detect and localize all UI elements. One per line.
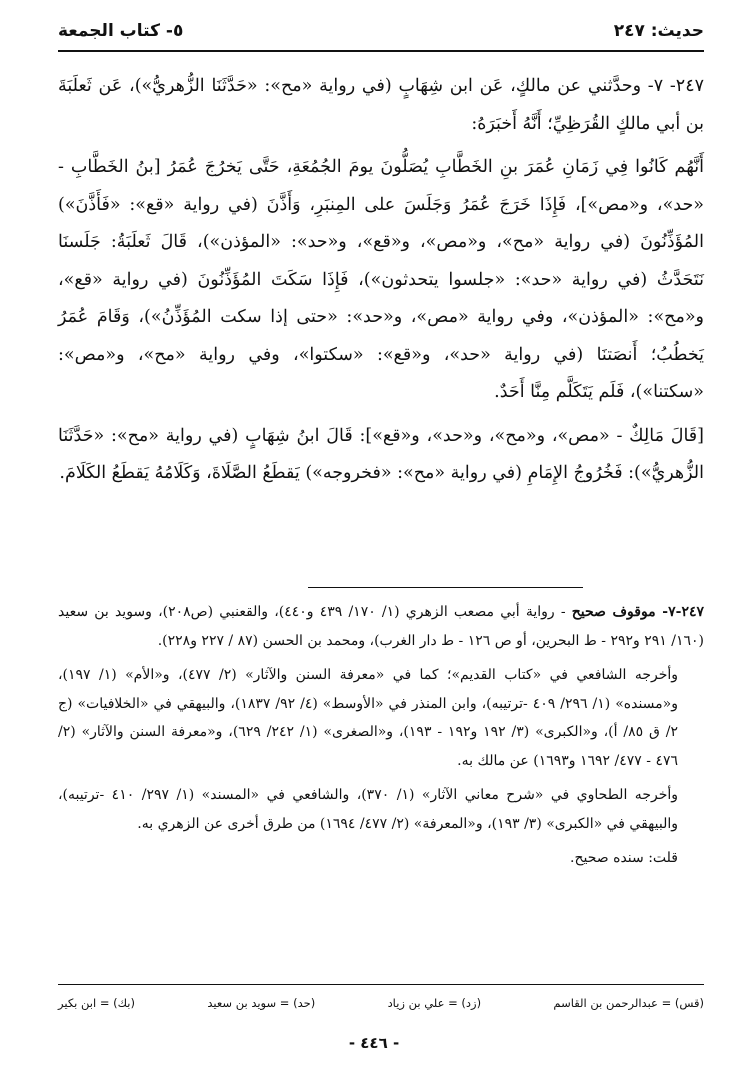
hadith-text [58,68,704,493]
hadith-matn: أَنَّهُم كَانُوا فِي زَمَانِ عُمَرَ بنِ الخَطَّابِ يُصَلُّونَ يومَ الجُمُعَةِ، حَتَّى يَخرُجَ عُمَرُ [بنُ الخَطَّابِ - «حد»، و«مص»]، فَإِذَا خَرَجَ عُمَرُ وَجَلَسَ على المِنبَرِ، وَأَذَّنَ (في رواية «قع»: «فَأَذَّنَ») المُؤَذِّنُونَ (في رواية «مح»، و«مص»، و«قع»، و«حد»: «المؤذن»)، قَالَ ثَعلَبَةُ: جَلَسنَا نَتَحَدَّثُ (في رواية «حد»: «جلسوا يتحدثون»)، فَإِذَا سَكَتَ المُؤَذِّنُونَ (في رواية «قع»، و«مح»: «المؤذن»، وفي رواية «مص»، و«حد»: «حتى إذا سكت المُؤَذِّنُ»)، وَقَامَ عُمَرُ يَخطُبُ؛ أَنصَتنَا (في رواية «حد»، و«قع»: «سكتوا»، وفي رواية «مح»، و«مص»: «سكتنا»)، فَلَم يَتَكَلَّم مِنَّا أَحَدٌ. [58,157,704,402]
note-grading [58,598,704,655]
grading-sources: - رواية أبي مصعب الزهري (١/ ١٧٠/ ٤٣٩ و٤٤٠)، والقعنبي (ص٢٠٨)، وسويد بن سعيد (١٦٠/ ٢٩١ و٢٩٢ - ط البحرين، أو ص ١٢٦ - ط دار الغرب)، ومحمد بن الحسن (٨٧ / ٢٢٧ و٢٢٨). [58,604,704,649]
takhrij-notes [58,598,704,873]
running-header [58,14,704,48]
hadith-addendum: [قَالَ مَالِكٌ - «مص»، و«مح»، و«حد»، و«قع»]: قَالَ ابنُ شِهَابٍ (في رواية «مح»: «حَدَّثَنَا الزُّهريُّ»): فَخُرُوجُ الإِمَامِ (في رواية «مح»: «فخروجه») يَقطَعُ الصَّلَاةَ، وَكَلَامُهُ يَقطَعُ الكَلَامَ. [58,425,704,483]
note-verdict: قلت: سنده صحيح. [570,850,678,866]
header-rule [58,50,704,52]
abbreviation-item: (قس) = عبدالرحمن بن القاسم [553,996,704,1010]
footnote-separator [308,587,583,588]
footer-rule [58,984,704,985]
abbreviation-key [58,990,704,1016]
note-tahawi: وأخرجه الطحاوي في «شرح معاني الآثار» (١/ ٣٧٠)، والشافعي في «المسند» (١/ ٢٩٧/ ٤١٠ -ترتيبه)، والبيهقي في «الكبرى» (٣/ ١٩٣)، و«المعرفة» (٢/ ٤٧٧/ ١٦٩٤) من طرق أخرى عن الزهري به. [58,787,679,832]
book-title: ٥- كتاب الجمعة [58,21,184,41]
grading-label: ٢٤٧-٧- موقوف صحيح [571,604,704,620]
hadith-number-label: حديث: ٢٤٧ [613,21,704,41]
abbreviation-item: (حد) = سويد بن سعيد [207,996,316,1010]
page-number: - ٤٤٦ - [348,1034,400,1052]
note-shafii: وأخرجه الشافعي في «كتاب القديم»؛ كما في «معرفة السنن والآثار» (٢/ ٤٧٧)، و«الأم» (١/ ١٩٧)، و«مسنده» (١/ ٢٩٦/ ٤٠٩ -ترتيبه)، وابن المنذر في «الأوسط» (٤/ ٩٢/ ١٨٣٧)، والبيهقي في «الخلافيات» (ج ٢/ ق ٨٥/ أ)، و«الكبرى» (٣/ ١٩٢ و١٩٢ - ١٩٣)، و«الصغرى» (١/ ٢٤٢/ ٦٢٩)، و«معرفة السنن والآثار» (٢/ ٤٧٦ - ٤٧٧/ ١٦٩٢ و١٦٩٣) عن مالك به. [58,667,679,769]
abbreviation-item: (بك) = ابن بكير [58,996,135,1010]
abbreviation-item: (زد) = علي بن زياد [387,996,482,1010]
hadith-isnad: ٢٤٧- ٧- وحدَّثني عن مالكٍ، عَن ابن شِهَابٍ (في رواية «مح»: «حَدَّثَنَا الزُّهريُّ»)، عَن ثَعلَبَةَ بن أبي مالكٍ القُرَظِيِّ؛ أَنَّهُ أَخبَرَهُ: [58,76,704,134]
